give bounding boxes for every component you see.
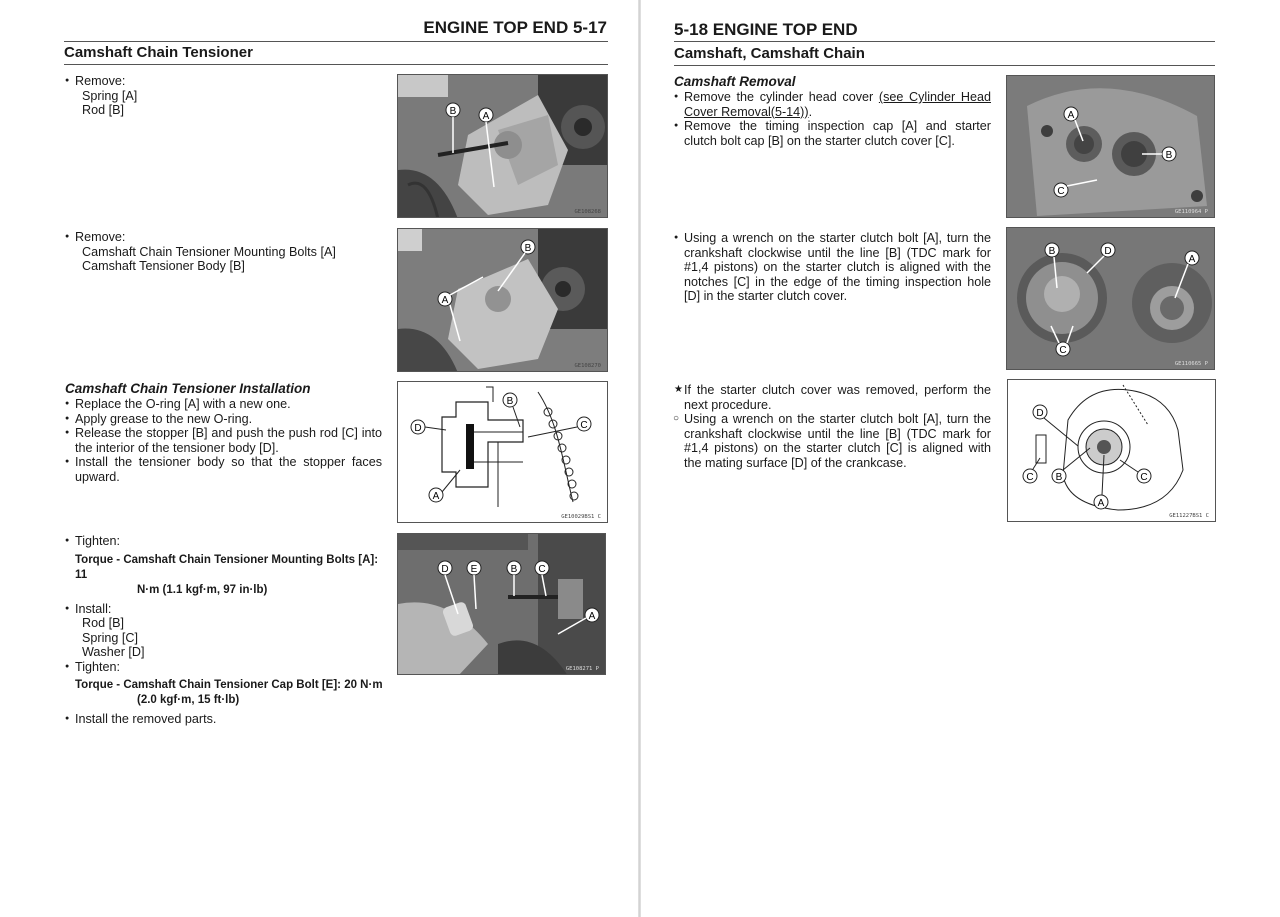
figure-code: GE108268 (574, 209, 601, 215)
torque-spec (65, 678, 385, 708)
callout-label: B (524, 243, 532, 254)
torque-spec-line: Torque - Camshaft Chain Tensioner Mounting Bolts [A]: 11 (75, 553, 379, 581)
callout-label: D (1036, 408, 1044, 419)
bullet-text: ● Tighten: (65, 660, 385, 675)
header-rule (674, 41, 1215, 42)
wrench-instruction-block (674, 231, 991, 304)
list-item: Camshaft Tensioner Body [B] (82, 259, 245, 274)
remove-spring-rod-block (65, 74, 365, 118)
header-rule (64, 41, 608, 42)
figure-tensioner-parts (397, 533, 606, 675)
installation-title: Camshaft Chain Tensioner Installation (65, 381, 311, 396)
remove-tensioner-block (65, 230, 385, 274)
bullet-text: ● Install the removed parts. (65, 712, 385, 727)
callout-label: A (1067, 110, 1075, 121)
torque-spec-line: Torque - Camshaft Chain Tensioner Cap Bolt [E]: 20 N·m (75, 678, 383, 691)
list-item: Spring [A] (82, 88, 138, 103)
bullet-text (674, 90, 991, 119)
page-header: ENGINE TOP END 5-17 (423, 18, 607, 37)
tighten-install-block (65, 534, 385, 726)
bullet-text-part: Remove the cylinder head cover (684, 90, 879, 104)
callout-label: A (482, 111, 490, 122)
list-item: Washer [D] (82, 645, 145, 660)
bullet-text: ● Replace the O-ring [A] with a new one. (65, 397, 382, 412)
callout-label: A (588, 611, 596, 622)
figure-code: GE10029BS1 C (561, 514, 601, 520)
bullet-text: ● Remove: (65, 74, 365, 89)
installation-block (65, 381, 382, 485)
torque-spec (65, 553, 385, 598)
camshaft-removal-block (674, 74, 991, 148)
callout-label: B (506, 396, 514, 407)
callout-label: B (1165, 150, 1173, 161)
figure-starter-clutch-cover (1006, 75, 1215, 218)
figure-tensioner-diagram (397, 381, 608, 523)
figure-timing-hole (1006, 227, 1215, 370)
bullet-text: ● Tighten: (65, 534, 385, 549)
conditional-note: ★ If the starter clutch cover was removed, perform the next procedure. (674, 383, 991, 412)
bullet-text: ● Remove: (65, 230, 385, 245)
callout-label: A (432, 491, 440, 502)
figure-code: GE11227BS1 C (1169, 513, 1209, 519)
right-page (641, 0, 1280, 917)
figure-code: GE110665 P (1174, 361, 1208, 367)
page-header: 5-18 ENGINE TOP END (674, 20, 858, 39)
section-rule (64, 64, 608, 65)
figure-crankcase-diagram (1007, 379, 1216, 522)
bullet-text: ● Using a wrench on the starter clutch bolt [A], turn the crankshaft clockwise until the line [B] (TDC mark for #1,4 pistons) on the starter clutch is aligned with the notches [C] in the edge of the timing inspection hole [D] in the starter clutch cover. (674, 231, 991, 304)
section-title: Camshaft, Camshaft Chain (674, 45, 865, 62)
bullet-text-part: . (808, 104, 813, 119)
callout-label: B (1048, 246, 1056, 257)
callout-label: C (1026, 472, 1034, 483)
list-item: Rod [B] (82, 103, 124, 118)
callout-label: C (1140, 472, 1148, 483)
bullet-text: ● Install the tensioner body so that the stopper faces upward. (65, 455, 382, 484)
list-item: Spring [C] (82, 630, 138, 645)
torque-spec-line: N·m (1.1 kgf·m, 97 in·lb) (137, 583, 268, 596)
figure-code: GE110964 P (1174, 209, 1208, 215)
bullet-text: ● Install: (65, 602, 385, 617)
callout-label: D (414, 423, 422, 434)
figure-code: GE108271 P (565, 666, 599, 672)
figure-code: GE108270 (574, 363, 601, 369)
callout-label: C (538, 564, 546, 575)
callout-label: C (1057, 186, 1065, 197)
callout-label: B (510, 564, 518, 575)
section-title: Camshaft Chain Tensioner (64, 44, 253, 61)
callout-label: B (449, 106, 457, 117)
callout-label: A (441, 295, 449, 306)
cross-reference-link[interactable]: (see Cylinder Head Cover Removal(5-14)) (684, 90, 991, 119)
list-item: Camshaft Chain Tensioner Mounting Bolts [A] (82, 244, 336, 259)
callout-label: A (1188, 254, 1196, 265)
callout-label: D (441, 564, 449, 575)
left-page (0, 0, 639, 917)
callout-label: C (1059, 345, 1067, 356)
bullet-text: ● Apply grease to the new O-ring. (65, 412, 382, 427)
callout-label: E (470, 564, 478, 575)
alternative-procedure-block (674, 383, 991, 471)
section-rule (674, 65, 1215, 66)
list-item: Rod [B] (82, 616, 124, 631)
callout-label: B (1055, 472, 1063, 483)
torque-spec-line: (2.0 kgf·m, 15 ft·lb) (137, 693, 240, 706)
conditional-step: ○ Using a wrench on the starter clutch bolt [A], turn the crankshaft clockwise until the line [B] (TDC mark for #1,4 pistons) on the starter clutch [C] is aligned with the mating surface [D] of the crankcase. (674, 412, 991, 470)
callout-label: C (580, 420, 588, 431)
figure-tensioner-body (397, 228, 608, 372)
callout-label: D (1104, 246, 1112, 257)
callout-label: A (1097, 498, 1105, 509)
figure-tensioner-spring-rod (397, 74, 608, 218)
removal-title: Camshaft Removal (674, 74, 796, 89)
bullet-text: ● Release the stopper [B] and push the push rod [C] into the interior of the tensioner body [D]. (65, 426, 382, 455)
bullet-text: ● Remove the timing inspection cap [A] and starter clutch bolt cap [B] on the starter clutch cover [C]. (674, 119, 991, 148)
